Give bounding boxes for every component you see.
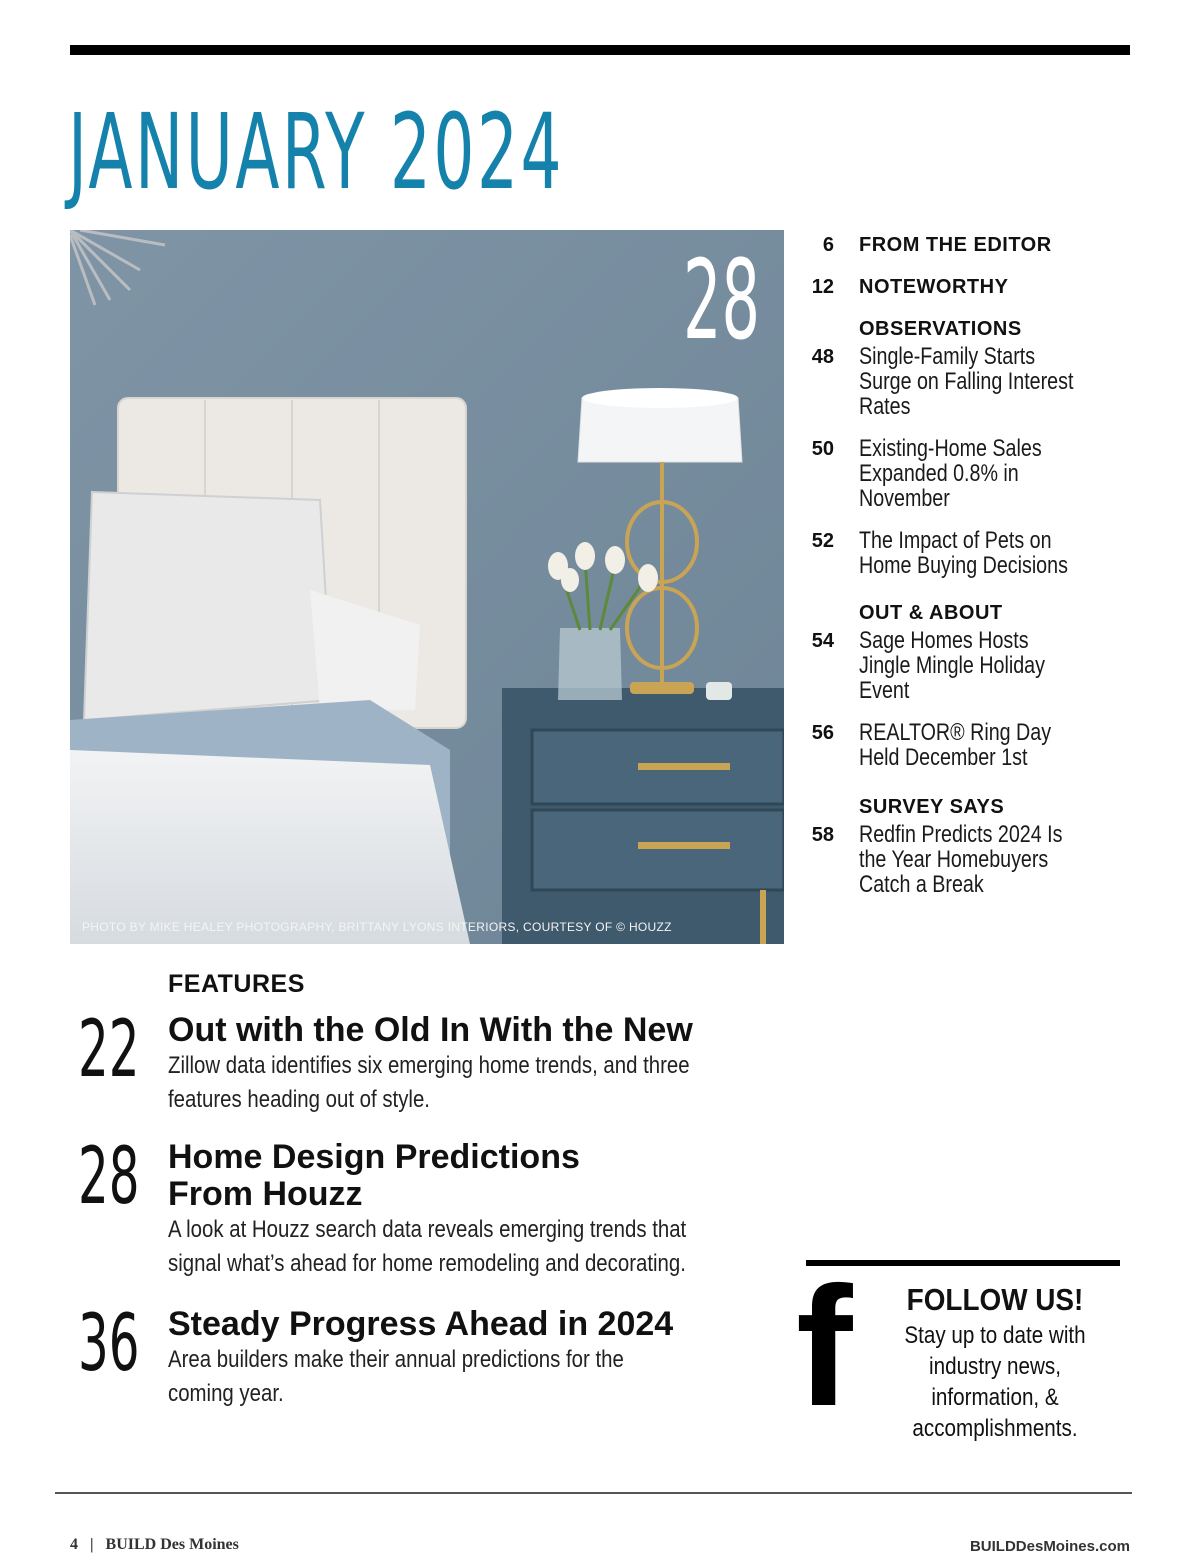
toc-page-number: 54	[811, 630, 834, 652]
follow-title: FOLLOW US!	[906, 1282, 1084, 1317]
toc-entry-title: Redfin Predicts 2024 Is the Year Homebuyers Catch a Break	[859, 821, 1063, 898]
section-heading-out-and-about: OUT & ABOUT	[859, 602, 1003, 624]
issue-title: JANUARY 2024	[68, 91, 564, 213]
toc-entry-title: Existing-Home Sales Expanded 0.8% in November	[859, 435, 1042, 512]
toc-entry-title: The Impact of Pets on Home Buying Decisions	[859, 527, 1068, 579]
toc-page-number: 56	[811, 722, 834, 744]
feature-title: Home Design Predictions From Houzz	[168, 1138, 580, 1213]
toc-page-number: 6	[822, 234, 834, 256]
feature-description: Area builders make their annual predictions for the coming year.	[168, 1346, 624, 1407]
feature-description: Zillow data identifies six emerging home trends, and three features heading out of style.	[168, 1052, 690, 1113]
facebook-icon[interactable]: f	[796, 1252, 853, 1442]
feature-page-number: 28	[78, 1132, 140, 1222]
toc-page-number: 52	[811, 530, 834, 552]
feature-title: Out with the Old In With the New	[168, 1011, 693, 1049]
toc-entry-label: NOTEWORTHY	[859, 276, 1009, 298]
feature-page-number: 36	[78, 1299, 140, 1389]
toc-entry[interactable]	[800, 528, 1130, 578]
features-heading: FEATURES	[168, 970, 305, 998]
toc-entry-label: FROM THE EDITOR	[859, 234, 1052, 256]
photo-credit: PHOTO BY MIKE HEALEY PHOTOGRAPHY, BRITTANY LYONS INTERIORS, COURTESY OF © HOUZZ	[82, 920, 672, 934]
footer-rule	[55, 1492, 1132, 1494]
section-heading-observations: OBSERVATIONS	[859, 318, 1022, 340]
toc-entry[interactable]	[800, 344, 1130, 419]
toc-page-number: 12	[811, 276, 834, 298]
toc-entry-editor[interactable]	[800, 232, 1130, 258]
footer-publication	[70, 1536, 239, 1553]
toc-page-number: 50	[811, 438, 834, 460]
toc-entry[interactable]	[800, 822, 1130, 897]
feature-description: A look at Houzz search data reveals emerging trends that signal what’s ahead for home remodeling and decorating.	[168, 1216, 687, 1277]
top-rule	[70, 45, 1130, 55]
follow-rule	[806, 1260, 1120, 1266]
toc-entry-title: Single-Family Starts Surge on Falling Interest Rates	[859, 343, 1074, 420]
toc-entry-noteworthy[interactable]	[800, 274, 1130, 300]
footer-page-number: 4	[70, 1536, 78, 1553]
section-heading-survey-says: SURVEY SAYS	[859, 796, 1005, 818]
toc-entry[interactable]	[800, 628, 1130, 703]
feature-page-number: 22	[78, 1005, 140, 1095]
footer-publication-name: BUILD Des Moines	[105, 1536, 239, 1553]
feature-title: Steady Progress Ahead in 2024	[168, 1305, 674, 1343]
cover-photo	[70, 230, 784, 944]
toc-entry[interactable]	[800, 720, 1130, 770]
toc-page-number: 58	[811, 824, 834, 846]
footer-separator: |	[90, 1536, 94, 1553]
photo-page-number: 28	[683, 236, 760, 364]
table-of-contents	[800, 232, 1130, 897]
bedroom-illustration	[70, 230, 784, 944]
toc-entry-title: Sage Homes Hosts Jingle Mingle Holiday Event	[859, 627, 1045, 704]
toc-entry[interactable]	[800, 436, 1130, 511]
toc-page-number: 48	[811, 346, 834, 368]
toc-entry-title: REALTOR® Ring Day Held December 1st	[859, 719, 1052, 771]
follow-text: Stay up to date with industry news, information, & accomplishments.	[904, 1322, 1086, 1442]
footer-website-link[interactable]: BUILDDesMoines.com	[969, 1538, 1130, 1553]
